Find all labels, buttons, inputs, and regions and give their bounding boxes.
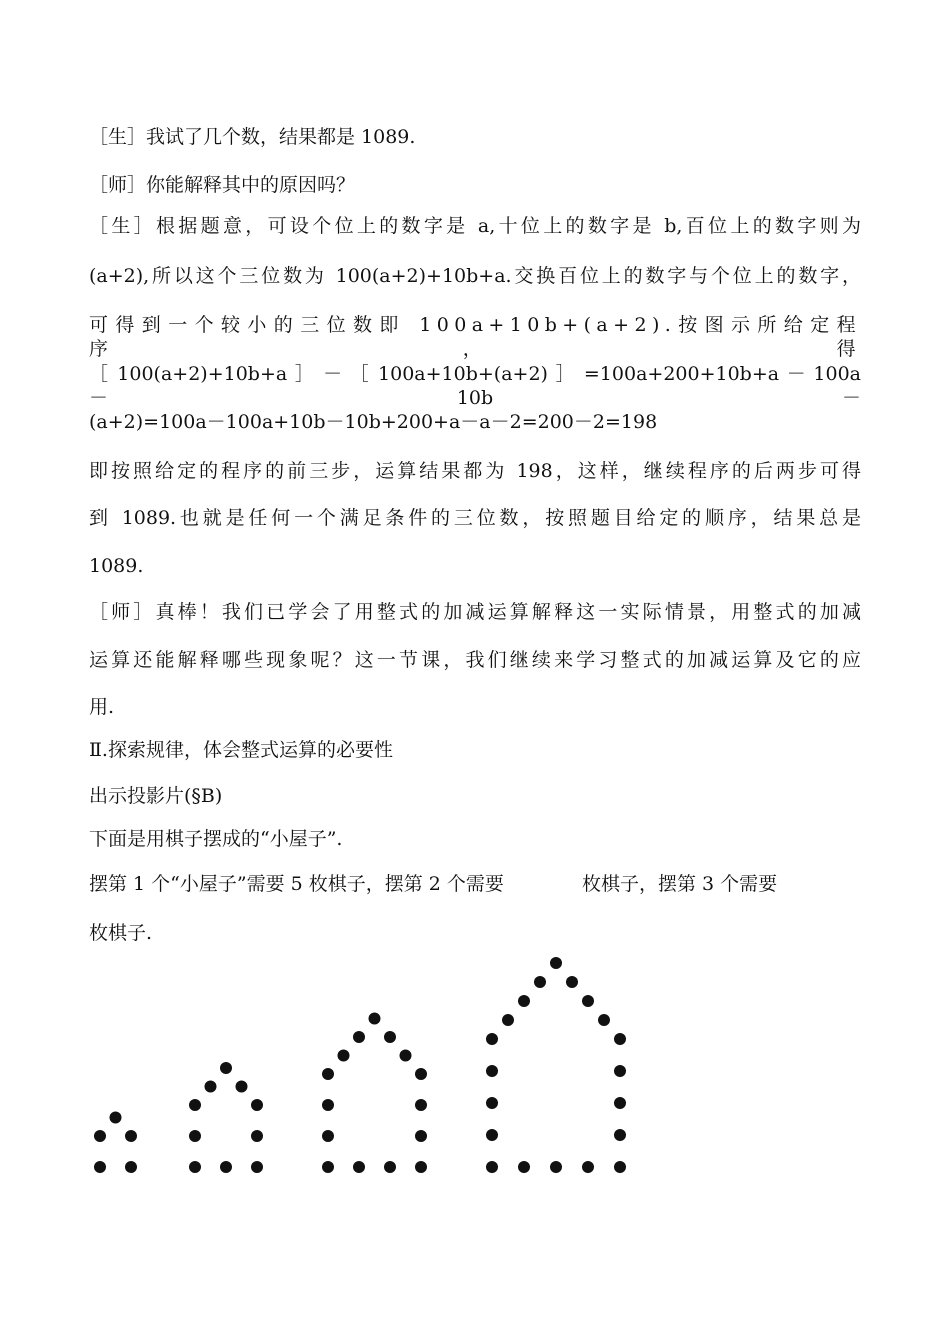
stone-dot <box>614 1065 626 1077</box>
paragraph-conclusion-line-3: 1089. <box>89 555 144 577</box>
stone-dot <box>518 1161 530 1173</box>
stone-dot <box>486 1097 498 1109</box>
stone-dot <box>353 1031 365 1043</box>
stone-dot <box>415 1068 427 1080</box>
paragraph-student-2-line-3: 可得到一个较小的三位数即 100a+10b+(a+2).按图示所给定程序，得 <box>89 314 861 360</box>
house-1 <box>94 1112 137 1174</box>
paragraph-teacher-2-line-1: ［师］真棒！我们已学会了用整式的加减运算解释这一实际情景，用整式的加减 <box>89 601 861 623</box>
paragraph-teacher-1: ［师］你能解释其中的原因吗？ <box>89 174 356 196</box>
stone-dot <box>534 976 546 988</box>
stone-dot <box>338 1050 350 1062</box>
stone-dot <box>110 1112 122 1124</box>
paragraph-teacher-2-line-2: 运算还能解释哪些现象呢？这一节课，我们继续来学习整式的加减运算及它的应 <box>89 649 861 671</box>
stone-dot <box>220 1062 232 1074</box>
stone-dot <box>94 1130 106 1142</box>
stone-dot <box>236 1081 248 1093</box>
question-line-1 <box>89 872 861 896</box>
stone-dot <box>251 1130 263 1142</box>
stone-dot <box>125 1130 137 1142</box>
stone-dot <box>415 1099 427 1111</box>
stone-dot <box>125 1161 137 1173</box>
paragraph-student-2-line-2: (a+2),所以这个三位数为 100(a+2)+10b+a.交换百位上的数字与个位上的数字， <box>89 265 861 287</box>
stone-dot <box>322 1130 334 1142</box>
stone-dot <box>189 1099 201 1111</box>
paragraph-student-2-line-4: ［ 100(a+2)+10b+a ］ － ［ 100a+10b+(a+2) ］ =100a+200+10b+a － 100a － 10b － <box>89 363 861 409</box>
question-part-2: 枚棋子，摆第 3 个需要 <box>581 873 778 895</box>
stone-dot <box>415 1161 427 1173</box>
stone-dot <box>614 1097 626 1109</box>
stone-dot <box>189 1161 201 1173</box>
stone-dot <box>322 1099 334 1111</box>
house-4 <box>486 957 626 1173</box>
stone-dot <box>251 1099 263 1111</box>
stone-dot <box>400 1050 412 1062</box>
question-part-3: 枚棋子. <box>89 922 153 944</box>
stone-dot <box>598 1014 610 1026</box>
paragraph-student-2-line-5: (a+2)=100a－100a+10b－10b+200+a－a－2=200－2=198 <box>89 411 658 433</box>
house-3 <box>322 1013 427 1174</box>
stone-dot <box>566 976 578 988</box>
stone-dot <box>415 1130 427 1142</box>
stone-dot <box>251 1161 263 1173</box>
stone-dot <box>384 1031 396 1043</box>
stone-dot <box>369 1013 381 1025</box>
stone-dot <box>614 1129 626 1141</box>
stone-dot <box>486 1161 498 1173</box>
section-heading: Ⅱ.探索规律，体会整式运算的必要性 <box>89 739 393 761</box>
question-part-1: 摆第 1 个“小屋子”需要 5 枚棋子，摆第 2 个需要 <box>89 873 504 895</box>
stone-dot <box>550 1161 562 1173</box>
question-line-2 <box>89 921 861 945</box>
figure-intro: 下面是用棋子摆成的“小屋子”. <box>89 828 343 850</box>
stone-dot <box>582 995 594 1007</box>
stone-dot <box>614 1161 626 1173</box>
stone-dot <box>322 1161 334 1173</box>
paragraph-teacher-2-line-3: 用. <box>89 696 115 718</box>
paragraph-conclusion-line-1: 即按照给定的程序的前三步，运算结果都为 198，这样，继续程序的后两步可得 <box>89 460 861 482</box>
stone-dot <box>322 1068 334 1080</box>
stone-dot <box>205 1081 217 1093</box>
stone-dot <box>486 1065 498 1077</box>
projection-note: 出示投影片(§B) <box>89 785 223 807</box>
stone-dot <box>582 1161 594 1173</box>
stone-dot <box>486 1129 498 1141</box>
paragraph-conclusion-line-2: 到 1089.也就是任何一个满足条件的三位数，按照题目给定的顺序，结果总是 <box>89 507 861 529</box>
stone-dot <box>220 1161 232 1173</box>
paragraph-student-2-line-1: ［生］根据题意，可设个位上的数字是 a,十位上的数字是 b,百位上的数字则为 <box>89 215 861 237</box>
stone-dot <box>189 1130 201 1142</box>
stone-dot <box>550 957 562 969</box>
stone-dot <box>486 1033 498 1045</box>
stone-dot <box>502 1014 514 1026</box>
stone-dot <box>94 1161 106 1173</box>
house-2 <box>189 1062 263 1173</box>
stone-dot <box>614 1033 626 1045</box>
stone-dot <box>384 1161 396 1173</box>
stone-houses-figure <box>0 950 950 1190</box>
stone-dot <box>518 995 530 1007</box>
paragraph-student-1: ［生］我试了几个数，结果都是 1089. <box>89 126 416 148</box>
stone-dot <box>353 1161 365 1173</box>
